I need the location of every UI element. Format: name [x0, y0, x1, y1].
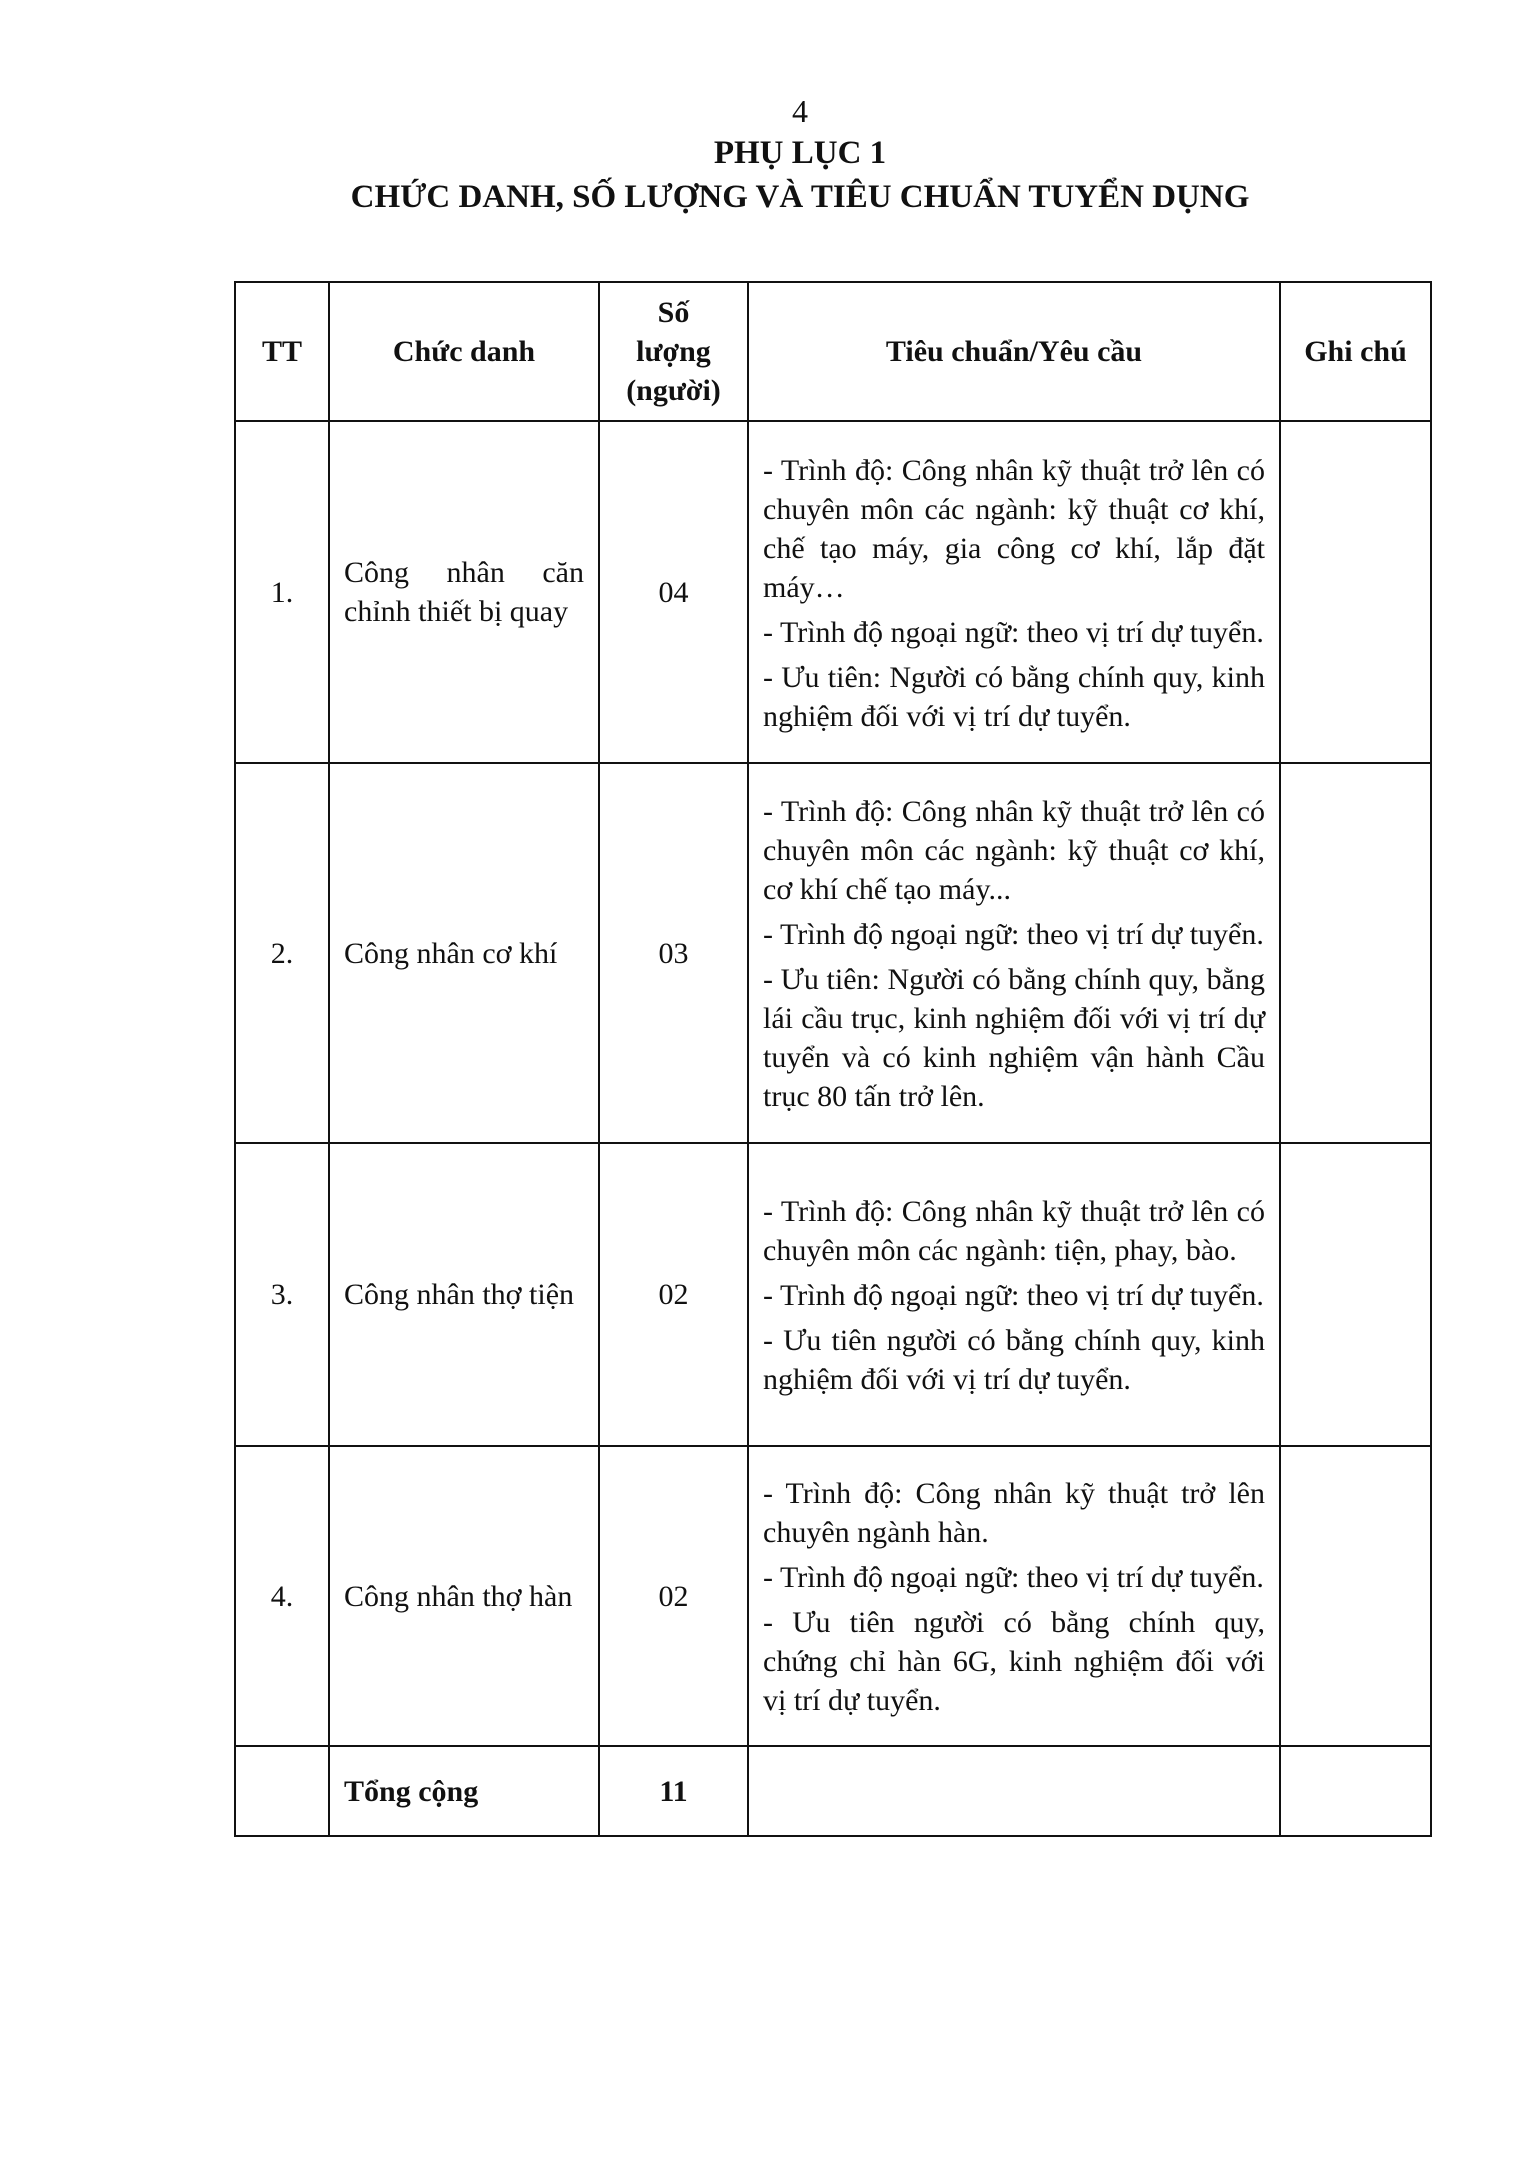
appendix-subtitle: CHỨC DANH, SỐ LƯỢNG VÀ TIÊU CHUẨN TUYỂN DỤNG — [350, 179, 1250, 215]
header-position: Chức danh — [329, 282, 599, 421]
row-tt: 1. — [235, 421, 329, 763]
total-requirements — [748, 1746, 1280, 1836]
header-tt: TT — [235, 282, 329, 421]
requirement-line: - Trình độ: Công nhân kỹ thuật trở lên có chuyên môn các ngành: kỹ thuật cơ khí, chế tạo máy, gia công cơ khí, lắp đặt máy… — [763, 453, 1265, 604]
requirement-line: - Trình độ ngoại ngữ: theo vị trí dự tuyển. — [763, 615, 1264, 649]
header-note: Ghi chú — [1280, 282, 1431, 421]
row-tt: 2. — [235, 763, 329, 1143]
row-quantity: 02 — [599, 1143, 748, 1446]
table-row — [235, 763, 1431, 1143]
requirement-line: - Ưu tiên: Người có bằng chính quy, kinh nghiệm đối với vị trí dự tuyển. — [763, 660, 1265, 733]
total-tt — [235, 1746, 329, 1836]
row-quantity: 02 — [599, 1446, 748, 1746]
row-tt: 4. — [235, 1446, 329, 1746]
row-requirements — [748, 421, 1280, 763]
requirement-line: - Trình độ: Công nhân kỹ thuật trở lên có chuyên môn các ngành: kỹ thuật cơ khí, cơ khí chế tạo máy... — [763, 795, 1265, 906]
header-requirements: Tiêu chuẩn/Yêu cầu — [748, 282, 1280, 421]
requirement-line: - Ưu tiên người có bằng chính quy, chứng chỉ hàn 6G, kinh nghiệm đối với vị trí dự tuyển. — [763, 1606, 1265, 1717]
row-requirements — [748, 1143, 1280, 1446]
recruitment-table — [234, 281, 1432, 1837]
row-quantity: 03 — [599, 763, 748, 1143]
row-position: Công nhân thợ hàn — [329, 1446, 599, 1746]
requirement-line: - Trình độ: Công nhân kỹ thuật trở lên chuyên ngành hàn. — [763, 1477, 1265, 1549]
requirement-line: - Trình độ ngoại ngữ: theo vị trí dự tuyển. — [763, 918, 1264, 951]
requirement-line: - Trình độ ngoại ngữ: theo vị trí dự tuyển. — [763, 1561, 1264, 1594]
header-quantity-line1: Số — [657, 296, 690, 329]
row-position: Công nhân cơ khí — [329, 763, 599, 1143]
table-row — [235, 1143, 1431, 1446]
table-row — [235, 1446, 1431, 1746]
requirement-line: - Trình độ: Công nhân kỹ thuật trở lên có chuyên môn các ngành: tiện, phay, bào. — [763, 1195, 1265, 1267]
row-note — [1280, 1143, 1431, 1446]
total-note — [1280, 1746, 1431, 1836]
total-row — [235, 1746, 1431, 1836]
row-note — [1280, 763, 1431, 1143]
appendix-title: PHỤ LỤC 1 — [713, 135, 887, 171]
row-note — [1280, 1446, 1431, 1746]
requirement-line: - Trình độ ngoại ngữ: theo vị trí dự tuyển. — [763, 1279, 1264, 1312]
row-position: Công nhân thợ tiện — [329, 1143, 599, 1446]
header-quantity-line3: (người) — [626, 374, 721, 407]
row-quantity: 04 — [599, 421, 748, 763]
page-number: 4 — [792, 93, 808, 129]
row-position: Công nhân căn chỉnh thiết bị quay — [329, 421, 599, 763]
table-header-row — [235, 282, 1431, 421]
row-tt: 3. — [235, 1143, 329, 1446]
table-row — [235, 421, 1431, 763]
row-requirements — [748, 1446, 1280, 1746]
header-quantity-line2: lượng — [636, 335, 711, 368]
row-requirements — [748, 763, 1280, 1143]
requirement-line: - Ưu tiên người có bằng chính quy, kinh nghiệm đối với vị trí dự tuyển. — [763, 1324, 1265, 1396]
header-quantity — [599, 282, 748, 421]
total-quantity: 11 — [599, 1746, 748, 1836]
requirement-line: - Ưu tiên: Người có bằng chính quy, bằng lái cầu trục, kinh nghiệm đối với vị trí dự tuyển và có kinh nghiệm vận hành Cầu trục 80 tấn trở lên. — [763, 963, 1265, 1113]
total-label: Tổng cộng — [329, 1746, 599, 1836]
row-note — [1280, 421, 1431, 763]
